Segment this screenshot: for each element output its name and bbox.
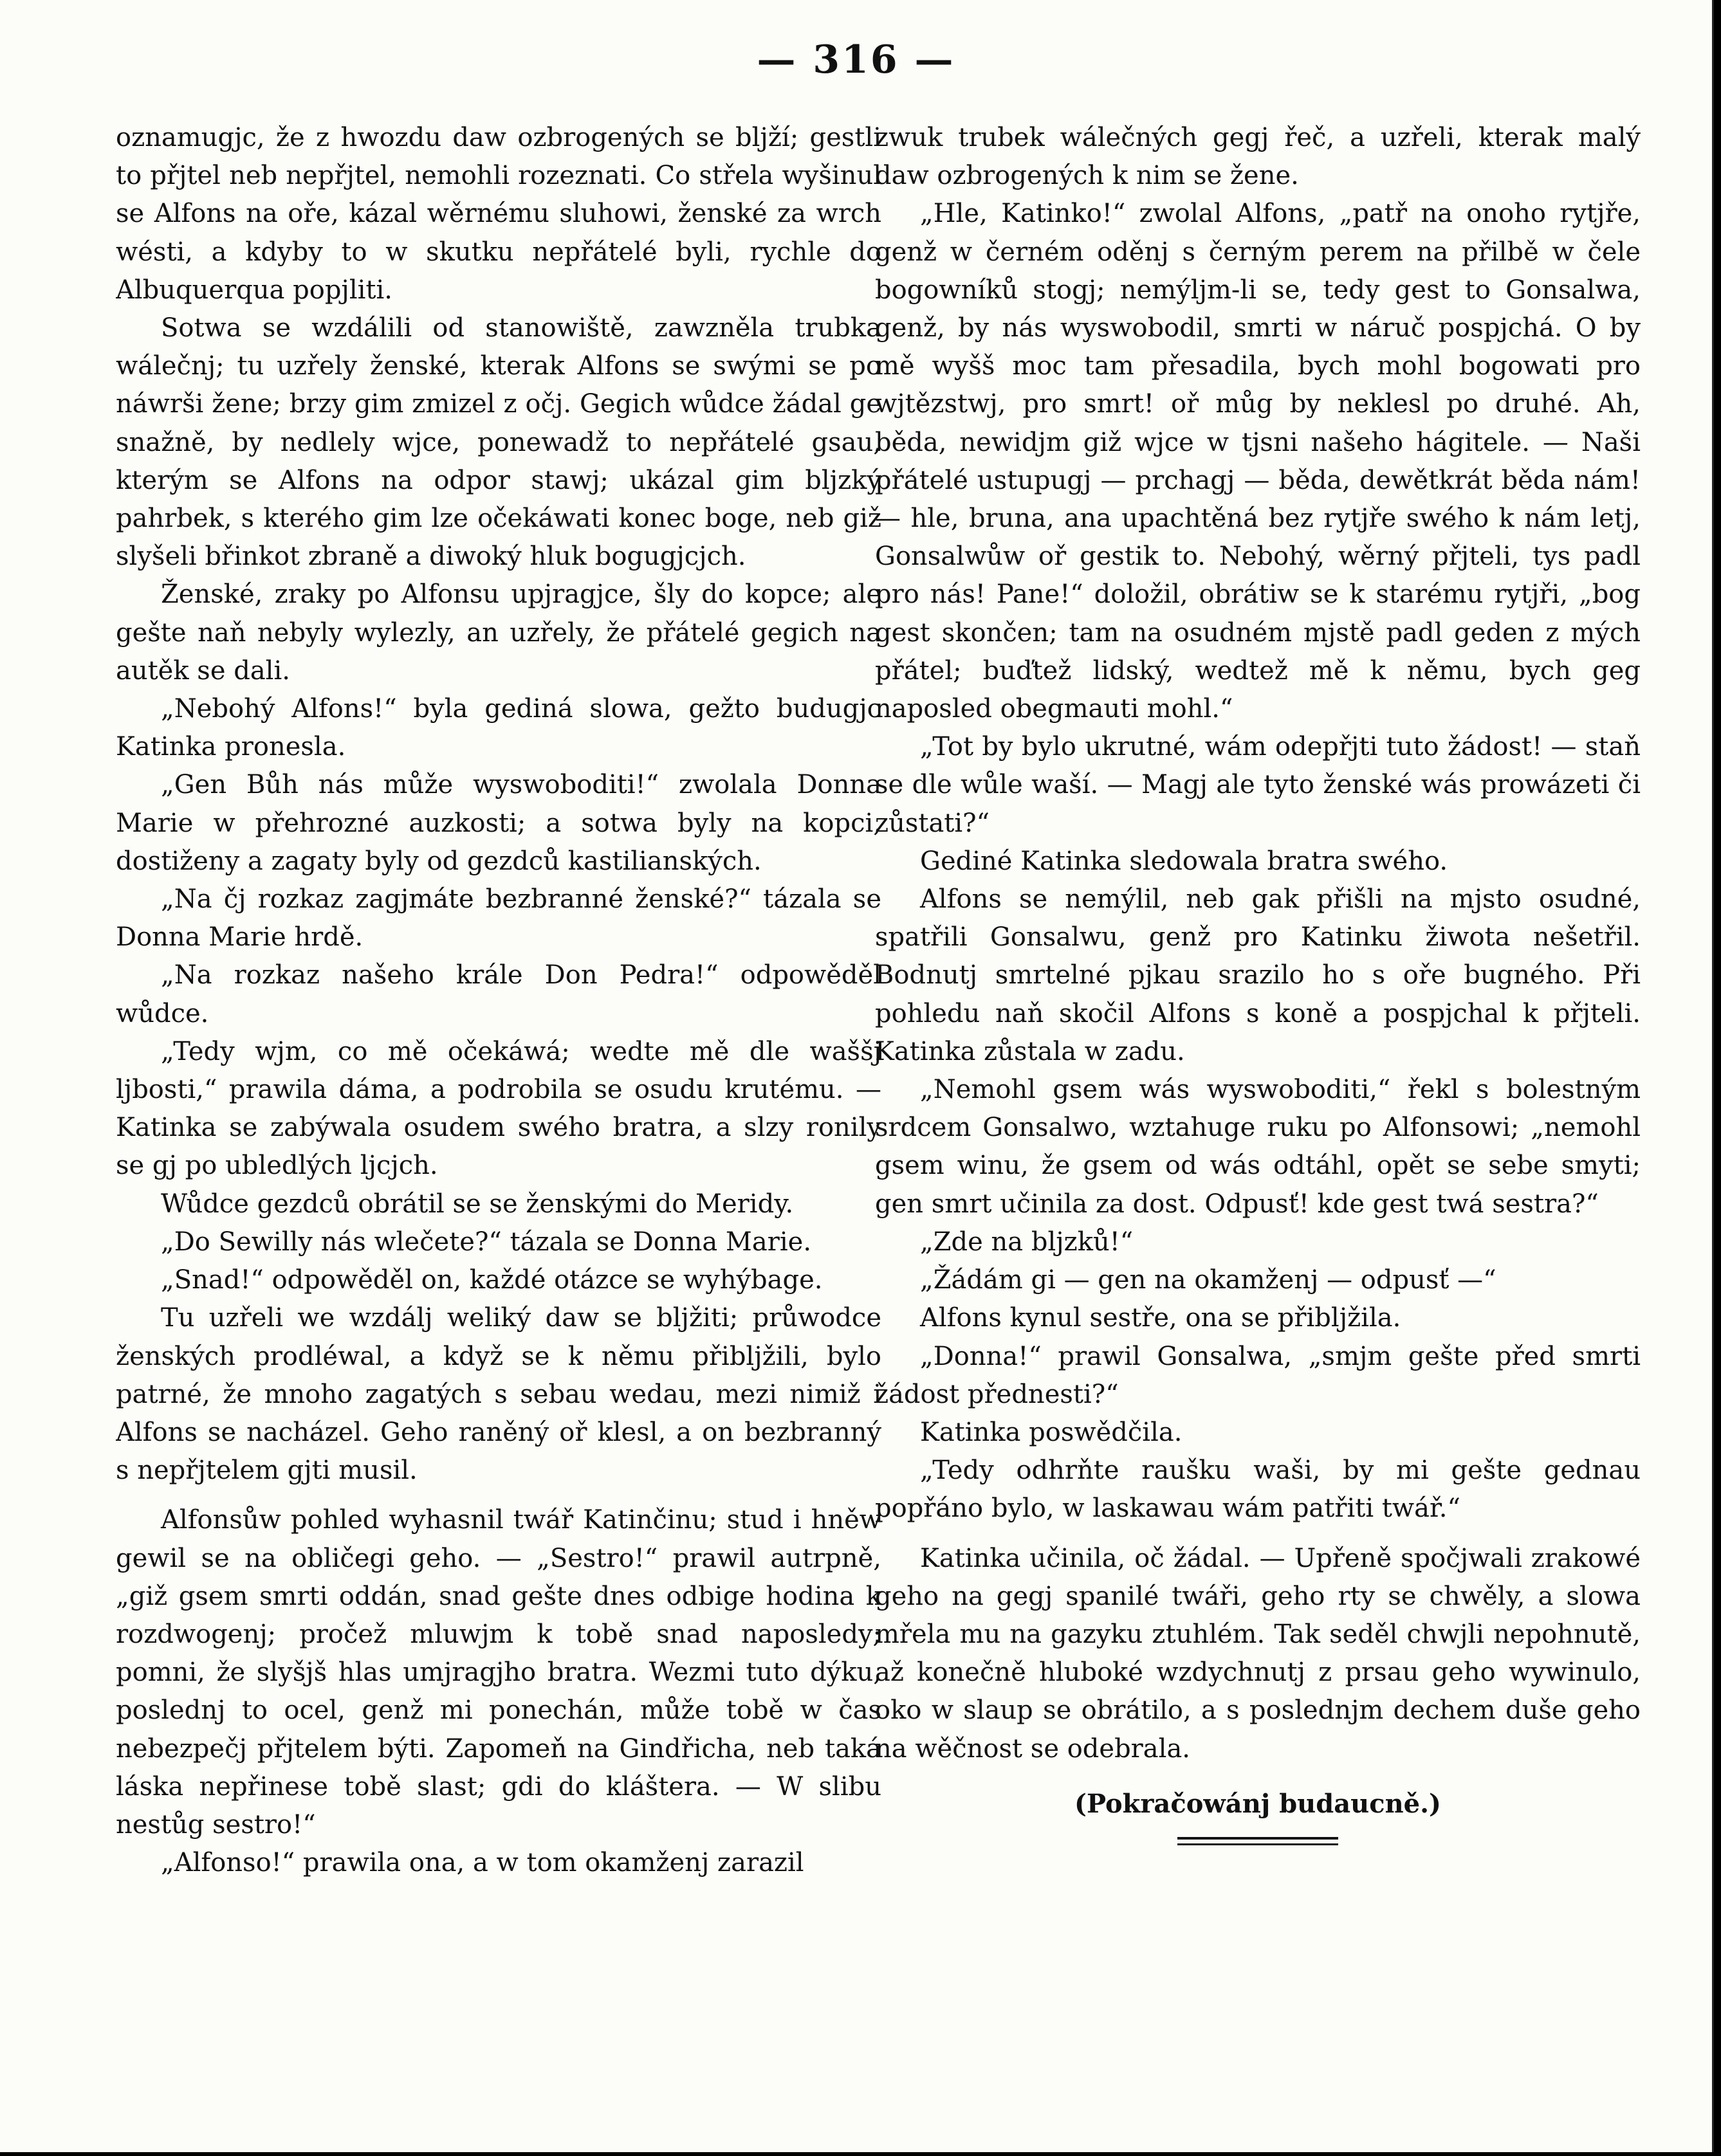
left-column bbox=[116, 119, 881, 2049]
right-column bbox=[875, 119, 1641, 2049]
paragraph: „Do Sewilly nás wlečete?“ tázala se Donna Marie. bbox=[161, 1227, 812, 1257]
paragraph: „Snad!“ odpowěděl on, každé otázce se wyhýbage. bbox=[161, 1265, 823, 1295]
paragraph: „Žádám gi — gen na okamženj — odpusť —“ bbox=[920, 1265, 1496, 1295]
paragraph: „Zde na bljzků!“ bbox=[920, 1227, 1134, 1257]
paragraph: Ženské, zraky po Alfonsu upjragjce, šly do kopce; ale gešte naň nebyly wylezly, an uzřely, že přátelé gegich na autěk se dali. bbox=[116, 580, 881, 686]
to-be-continued-note: (Pokračowánj budaucně.) bbox=[1074, 1788, 1441, 1819]
paragraph: Alfonsůw pohled wyhasnil twář Katinčinu; stud i hněw gewil se na obličegi geho. — „Sestro!“ prawil autrpně, „giž gsem smrti oddán, snad gešte dnes odbige hodina k rozdwogenj; pročež mluwjm k tobě snad naposledy; pomni, že slyšjš hlas umjragjho bratra. Wezmi tuto dýku, poslednj to ocel, genž mi ponechán, může tobě w čas nebezpečj přjtelem býti. Zapomeň na Gindřicha, neb taká láska nepřinese tobě slast; gdi do kláštera. — W slibu nestůg sestro!“ bbox=[116, 1505, 881, 1840]
paragraph: Katinka poswědčila. bbox=[920, 1417, 1183, 1447]
paragraph: zwuk trubek wálečných gegj řeč, a uzřeli, kterak malý daw ozbrogených k nim se žene. bbox=[875, 123, 1641, 191]
paragraph: „Tedy wjm, co mě očekáwá; wedte mě dle waššj ljbosti,“ prawila dáma, a podrobila se osudu krutému. — Katinka se zabýwala osudem swého bratra, a slzy ronily se gj po ubledlých ljcjch. bbox=[116, 1036, 881, 1181]
paragraph: „Hle, Katinko!“ zwolal Alfons, „patř na onoho rytjře, genž w černém oděnj s černým perem na přilbě w čele bogowníků stogj; nemýljm-li se, tedy gest to Gonsalwa, genž, by nás wyswobodil, smrti w náruč pospjchá. O by mě wyšš moc tam přesadila, bych mohl bogowati pro wjtězstwj, pro smrt! oř můg by neklesl po druhé. Ah, běda, newidjm giž wjce w tjsni našeho hágitele. — Naši přátelé ustupugj — prchagj — běda, dewětkrát běda nám! — hle, bruna, ana upachtěná bez rytjře swého k nám letj, Gonsalwůw oř gestik to. Nebohý, wěrný přjteli, tys padl pro nás! Pane!“ doložil, obrátiw se k starému rytjři, „bog gest skončen; tam na osudném mjstě padl geden z mých přátel; buďtež lidský, wedtež mě k němu, bych geg naposled obegmauti mohl.“ bbox=[875, 199, 1641, 724]
paragraph: Gediné Katinka sledowala bratra swého. bbox=[920, 846, 1448, 876]
paragraph: „Donna!“ prawil Gonsalwa, „smjm gešte před smrti žádost přednesti?“ bbox=[875, 1341, 1641, 1409]
paragraph: „Nemohl gsem wás wyswoboditi,“ řekl s bolestným srdcem Gonsalwo, wztahuge ruku po Alfonsowi; „nemohl gsem winu, že gsem od wás odtáhl, opět se sebe smyti; gen smrt učinila za dost. Odpusť! kde gest twá sestra?“ bbox=[875, 1075, 1641, 1219]
paragraph: „Tedy odhrňte raušku waši, by mi gešte gednau popřáno bylo, w laskawau wám patřiti twář.“ bbox=[875, 1456, 1641, 1524]
paragraph: „Nebohý Alfons!“ byla gediná slowa, gežto budugjc Katinka pronesla. bbox=[116, 694, 881, 762]
paragraph: Alfons kynul sestře, ona se přibljžila. bbox=[920, 1303, 1401, 1333]
paragraph: Tu uzřeli we wzdálj weliký daw se bljžiti; průwodce ženských prodléwal, a když se k němu přibljžili, bylo patrné, že mnoho zagatých s sebau wedau, mezi nimiž i Alfons se nacházel. Geho raněný oř klesl, a on bezbranný s nepřjtelem gjti musil. bbox=[116, 1303, 881, 1486]
page-number: — 316 — bbox=[757, 37, 955, 82]
end-double-rule bbox=[1177, 1837, 1338, 1845]
paragraph: Sotwa se wzdálili od stanowiště, zawzněla trubka wálečnj; tu uzřely ženské, kterak Alfons se swými se po náwrši žene; brzy gim zmizel z očj. Gegich wůdce žádal ge snažně, by nedlely wjce, ponewadž to nepřátelé gsau, kterým se Alfons na odpor stawj; ukázal gim bljzký pahrbek, s kterého gim lze očekáwati konec boge, neb giž slyšeli břinkot zbraně a diwoký hluk bogugjcjch. bbox=[116, 313, 881, 572]
paragraph: „Alfonso!“ prawila ona, a w tom okamženj zarazil bbox=[161, 1848, 804, 1878]
paragraph: Wůdce gezdců obrátil se se ženskými do Meridy. bbox=[161, 1189, 794, 1219]
paragraph: Alfons se nemýlil, neb gak přišli na mjsto osudné, spatřili Gonsalwu, genž pro Katinku žiwota nešetřil. Bodnutj smrtelné pjkau srazilo ho s oře bugného. Při pohledu naň skočil Alfons s koně a pospjchal k přjteli. Katinka zůstala w zadu. bbox=[875, 884, 1641, 1066]
paragraph: oznamugjc, že z hwozdu daw ozbrogených se bljží; gestli to přjtel neb nepřjtel, nemohli rozeznati. Co střela wyšinul se Alfons na oře, kázal wěrnému sluhowi, ženské za wrch wésti, a kdyby to w skutku nepřátelé byli, rychle do Albuquerqua popjliti. bbox=[116, 123, 881, 305]
paragraph: „Na čj rozkaz zagjmáte bezbranné ženské?“ tázala se Donna Marie hrdě. bbox=[116, 884, 881, 953]
paragraph: „Gen Bůh nás může wyswoboditi!“ zwolala Donna Marie w přehrozné auzkosti; a sotwa byly na kopci, dostiženy a zagaty byly od gezdců kastilianských. bbox=[116, 770, 881, 876]
paragraph: „Tot by bylo ukrutné, wám odepřjti tuto žádost! — staň se dle wůle waší. — Magj ale tyto ženské wás prowázeti či zůstati?“ bbox=[875, 732, 1641, 838]
paragraph: „Na rozkaz našeho krále Don Pedra!“ odpowěděl wůdce. bbox=[116, 960, 881, 1028]
paragraph: Katinka učinila, oč žádal. — Upřeně spočjwali zrakowé geho na gegj spanilé twáři, geho rty se chwěly, a slowa mřela mu na gazyku ztuhlém. Tak seděl chwjli nepohnutě, až konečně hluboké wzdychnutj z prsau geho wywinulo, oko w slaup se obrátilo, a s poslednjm dechem duše geho na wěčnost se odebrala. bbox=[875, 1543, 1641, 1764]
